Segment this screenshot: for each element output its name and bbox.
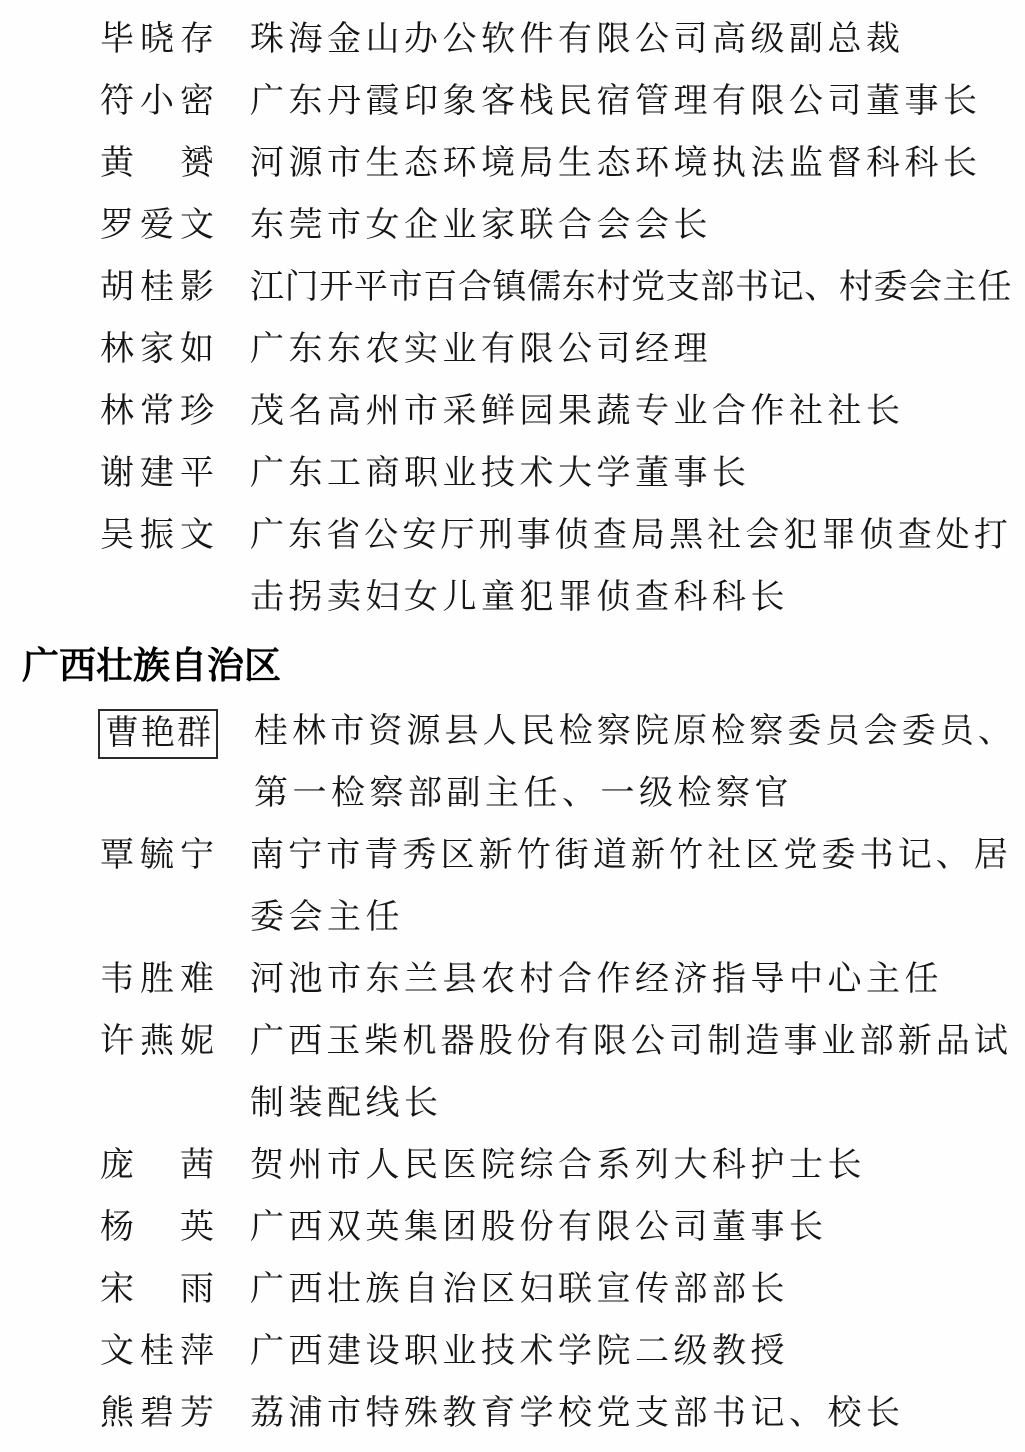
title-line: 贺州市人民医院综合系列大科护士长 — [250, 1147, 866, 1184]
person-title — [250, 381, 1012, 443]
person-title — [250, 1259, 1012, 1321]
title-line: 荔浦市特殊教育学校党支部书记、校长 — [250, 1395, 905, 1432]
title-line: 广西双英集团股份有限公司董事长 — [250, 1209, 828, 1246]
person-title — [250, 1135, 1012, 1197]
title-line: 广西玉柴机器股份有限公司制造事业部新品试 — [250, 1023, 1012, 1060]
person-name: 胡桂影 — [100, 269, 214, 306]
person-title — [250, 319, 1012, 381]
list-entry — [0, 381, 1025, 443]
list-entry — [0, 949, 1025, 1011]
person-name: 林常珍 — [100, 393, 214, 430]
person-name: 文桂萍 — [100, 1333, 214, 1370]
person-title — [250, 505, 1012, 629]
title-line: 河源市生态环境局生态环境执法监督科科长 — [250, 145, 982, 182]
list-entry — [0, 505, 1025, 629]
title-line: 制装配线长 — [250, 1085, 443, 1122]
title-line: 广东省公安厅刑事侦查局黑社会犯罪侦查处打 — [250, 517, 1012, 554]
title-line: 广西建设职业技术学院二级教授 — [250, 1333, 789, 1370]
person-title — [250, 1011, 1012, 1135]
list-entry — [0, 195, 1025, 257]
list-entry — [0, 1321, 1025, 1383]
person-name: 韦胜难 — [100, 961, 214, 998]
title-line: 河池市东兰县农村合作经济指导中心主任 — [250, 961, 943, 998]
person-title — [250, 825, 1012, 949]
list-entry — [0, 1197, 1025, 1259]
person-name: 宋雨 — [100, 1271, 214, 1308]
list-entry — [0, 1259, 1025, 1321]
person-title — [250, 9, 1012, 71]
title-line: 广东工商职业技术大学董事长 — [250, 455, 751, 492]
title-line: 桂林市资源县人民检察院原检察委员会委员、 — [254, 713, 1016, 750]
person-name: 覃毓宁 — [100, 837, 214, 874]
person-name: 许燕妮 — [100, 1023, 214, 1060]
list-entry — [0, 1383, 1025, 1445]
person-title — [250, 257, 1012, 319]
list-entry — [0, 71, 1025, 133]
person-name: 黄赟 — [100, 145, 214, 182]
title-line: 南宁市青秀区新竹街道新竹社区党委书记、居 — [250, 837, 1012, 874]
title-line: 江门开平市百合镇儒东村党支部书记、村委会主任 — [250, 269, 1013, 306]
list-entry — [0, 1135, 1025, 1197]
list-entry — [0, 133, 1025, 195]
list-entry — [0, 825, 1025, 949]
section-header: 广西壮族自治区 — [22, 645, 281, 686]
list-entry — [0, 9, 1025, 71]
title-line: 广东东农实业有限公司经理 — [250, 331, 712, 368]
title-line: 茂名高州市采鲜园果蔬专业合作社社长 — [250, 393, 905, 430]
list-entry — [0, 701, 1025, 825]
list-entry — [0, 1011, 1025, 1135]
title-line: 广西壮族自治区妇联宣传部部长 — [250, 1271, 789, 1308]
person-title — [250, 71, 1012, 133]
title-line: 第一检察部副主任、一级检察官 — [254, 775, 793, 812]
list-entry — [0, 257, 1025, 319]
person-name: 吴振文 — [100, 517, 214, 554]
person-name: 庞茜 — [100, 1147, 214, 1184]
person-title — [250, 443, 1012, 505]
title-line: 珠海金山办公软件有限公司高级副总裁 — [250, 21, 905, 58]
title-line: 广东丹霞印象客栈民宿管理有限公司董事长 — [250, 83, 982, 120]
person-name: 谢建平 — [100, 455, 214, 492]
list-entry — [0, 319, 1025, 381]
person-name: 符小密 — [100, 83, 214, 120]
list-entry — [0, 443, 1025, 505]
title-line: 击拐卖妇女儿童犯罪侦查科科长 — [250, 579, 789, 616]
title-line: 东莞市女企业家联合会会长 — [250, 207, 712, 244]
person-name: 罗爱文 — [100, 207, 214, 244]
person-title — [250, 1197, 1012, 1259]
person-title — [254, 701, 1016, 825]
title-line: 委会主任 — [250, 899, 404, 936]
person-name-boxed: 曹艳群 — [98, 709, 218, 759]
person-title — [250, 1321, 1012, 1383]
person-name: 林家如 — [100, 331, 214, 368]
person-title — [250, 949, 1012, 1011]
person-title — [250, 133, 1012, 195]
person-title — [250, 195, 1012, 257]
person-title — [250, 1383, 1012, 1445]
person-name: 毕晓存 — [100, 21, 214, 58]
person-name: 熊碧芳 — [100, 1395, 214, 1432]
person-name: 杨英 — [100, 1209, 214, 1246]
